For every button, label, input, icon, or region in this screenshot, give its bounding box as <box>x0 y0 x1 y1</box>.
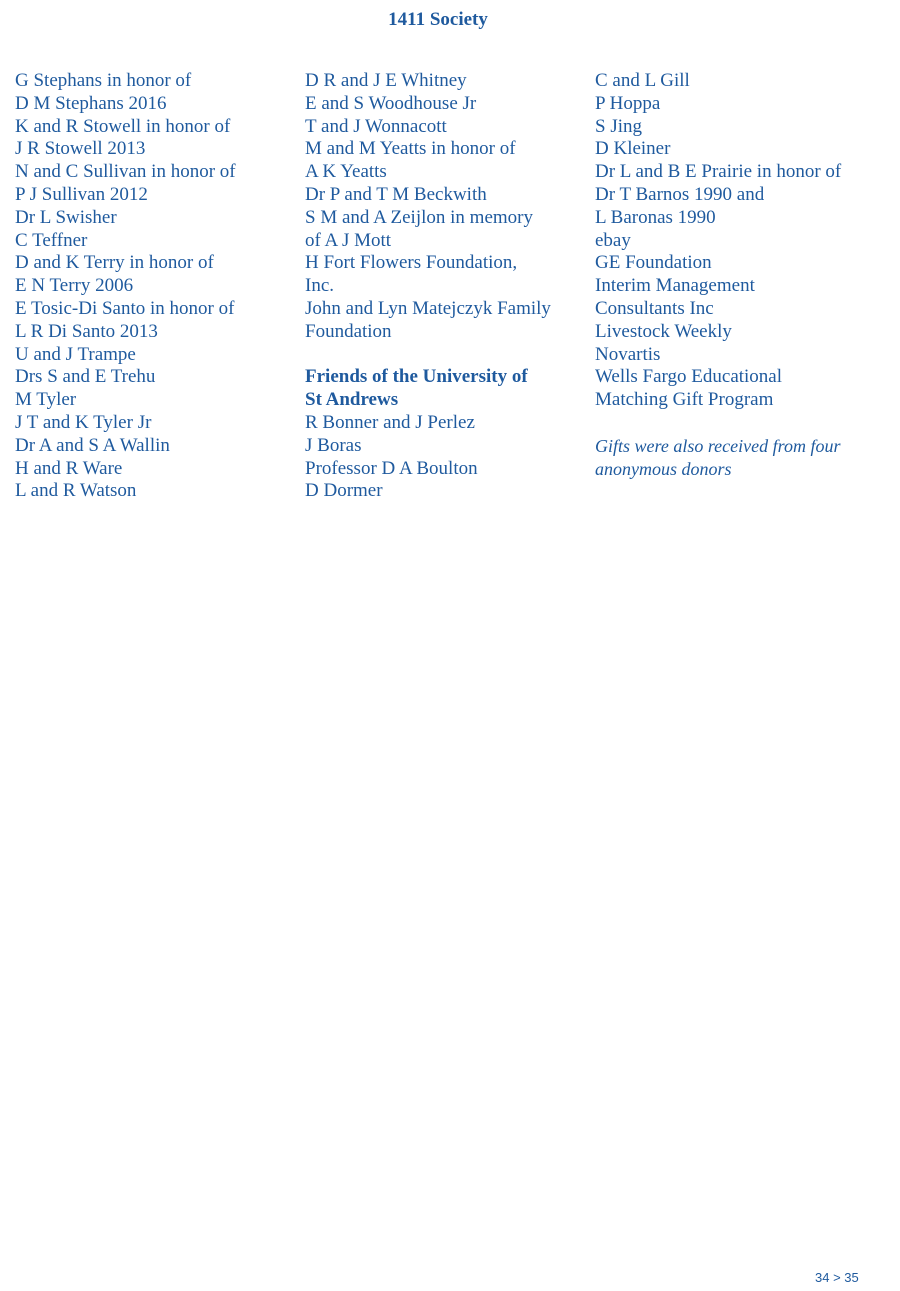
donor-entry: J T and K Tyler Jr <box>15 411 152 433</box>
donor-entry: S Jing <box>595 115 642 137</box>
donor-entry: GE Foundation <box>595 252 712 274</box>
donor-entry: John and Lyn Matejczyk Family Foundation <box>305 297 551 342</box>
donor-entry: Dr L Swisher <box>15 206 117 228</box>
donor-entry: Wells Fargo Educational Matching Gift Program <box>595 366 783 411</box>
donor-entry: M Tyler <box>15 389 77 411</box>
donor-entry: T and J Wonnacott <box>305 115 447 137</box>
donor-column-1 <box>15 70 300 503</box>
donor-entry: N and C Sullivan in honor of P J Sullivan 2012 <box>15 161 236 205</box>
donor-entry: E Tosic-Di Santo in honor of L R Di Santo 2013 <box>15 297 235 342</box>
donor-entry: D and K Terry in honor of E N Terry 2006 <box>15 252 214 297</box>
donor-entry: P Hoppa <box>595 92 661 114</box>
donor-column-3 <box>595 70 880 480</box>
donor-entry: U and J Trampe <box>15 343 136 365</box>
page-number: 34 > 35 <box>815 1270 859 1285</box>
donor-entry: R Bonner and J Perlez <box>305 411 475 433</box>
donor-entry: H and R Ware <box>15 457 123 479</box>
donor-entry: G Stephans in honor of D M Stephans 2016 <box>15 70 192 114</box>
donor-entry: L and R Watson <box>15 480 137 502</box>
donor-entry: D R and J E Whitney <box>305 70 467 91</box>
donor-entry: Novartis <box>595 343 661 365</box>
donor-entry: J Boras <box>305 434 362 456</box>
donor-entry: C and L Gill <box>595 70 690 91</box>
donor-entry: Livestock Weekly <box>595 320 732 342</box>
anonymous-donors-note: Gifts were also received from four anonymous donors <box>595 435 841 479</box>
donor-entry: S M and A Zeijlon in memory of A J Mott <box>305 206 533 251</box>
donor-entry: Dr A and S A Wallin <box>15 434 170 456</box>
section-heading: Friends of the University of St Andrews <box>305 366 528 411</box>
donor-entry: K and R Stowell in honor of J R Stowell 2013 <box>15 115 231 160</box>
donor-column-2 <box>305 70 590 503</box>
donor-entry: ebay <box>595 229 631 251</box>
donor-entry: Drs S and E Trehu <box>15 366 156 388</box>
donor-entry: M and M Yeatts in honor of A K Yeatts <box>305 138 516 183</box>
donor-entry: D Kleiner <box>595 138 671 160</box>
donor-entry: E and S Woodhouse Jr <box>305 92 477 114</box>
page-title: 1411 Society <box>388 9 488 30</box>
donor-entry: D Dormer <box>305 480 383 502</box>
donor-entry: Dr L and B E Prairie in honor of Dr T Barnos 1990 and L Baronas 1990 <box>595 161 842 228</box>
donor-entry: Dr P and T M Beckwith <box>305 183 487 205</box>
donor-entry: Professor D A Boulton <box>305 457 478 479</box>
donor-entry: C Teffner <box>15 229 88 251</box>
donor-entry: H Fort Flowers Foundation, Inc. <box>305 252 518 297</box>
donor-entry: Interim Management Consultants Inc <box>595 275 755 319</box>
